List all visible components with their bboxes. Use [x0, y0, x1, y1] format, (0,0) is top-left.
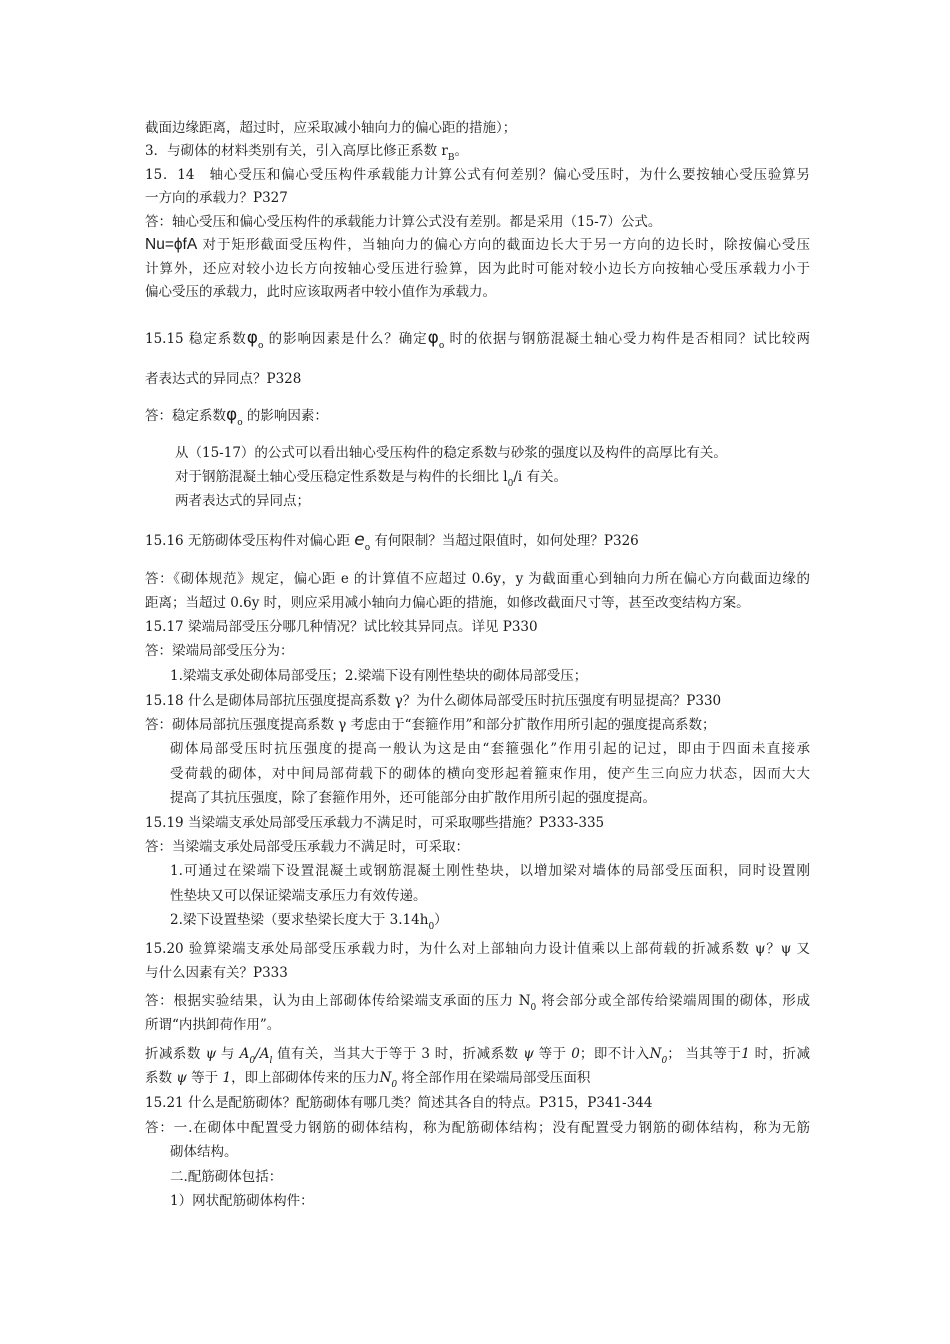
text-line: 砌体结构。 — [170, 1144, 238, 1160]
question-15-16: 15.16 无筋砌体受压构件对偏心距 $e_o$ 有何限制？当超过限值时，如何处理？P326 — [145, 530, 639, 553]
answer-line: 答：《砌体规范》规定，偏心距 e 的计算值不应超过 0.6y，y 为截面重心到轴向力所在偏心方向截面边缘的 — [145, 571, 810, 587]
question-15-21: 15.21 什么是配筋砌体？配筋砌体有哪几类？简述其各自的特点。P315，P341-344 — [145, 1095, 653, 1111]
text-line: 2.梁下设置垫梁（要求垫梁长度大于 $3.14h_0$） — [170, 912, 448, 932]
text-line: 对于钢筋混凝土轴心受压稳定性系数是与构件的长细比 $l_0/i$ 有关。 — [175, 469, 568, 489]
question-15-15: 15.15 稳定系数$\varphi_o$ 的影响因素是什么？确定$\varphi_o$ 时的依据与钢筋混凝土轴心受力构件是否相同？试比较两 — [145, 328, 810, 351]
text-line: 所谓“内拱卸荷作用”。 — [145, 1017, 281, 1033]
text-line: 1）网状配筋砌体构件： — [170, 1193, 314, 1209]
question-15-18: 15.18 什么是砌体局部抗压强度提高系数 γ？为什么砌体局部受压时抗压强度有明显提高？P330 — [145, 693, 722, 709]
question-15-14: 15．14 轴心受压和偏心受压构件承载能力计算公式有何差别？偏心受压时，为什么要按轴心受压验算另 — [145, 167, 810, 183]
phi-symbol: φ — [246, 328, 258, 348]
question-15-20: 15.20 验算梁端支承处局部受压承载力时，为什么对上部轴向力设计值乘以上部荷载的折减系数 ψ？ψ 又 — [145, 941, 810, 957]
text-line: 二.配筋砌体包括： — [170, 1169, 283, 1185]
text-line: 砌体局部受压时抗压强度的提高一般认为这是由“套箍强化”作用引起的记过，即由于四面未直接承 — [170, 741, 810, 757]
phi-symbol: φ — [427, 328, 439, 348]
answer-line: 答：梁端局部受压分为： — [145, 643, 294, 659]
text-line: 提高了其抗压强度，除了套箍作用外，还可能部分由扩散作用所引起的强度提高。 — [170, 790, 656, 806]
text-line: 截面边缘距离，超过时，应采取减小轴向力的偏心距的措施）； — [145, 120, 517, 136]
text-line: 折减系数 ψ 与 $A_0/A_l$ 值有关，当其大于等于 3 时，折减系数 ψ 等于 0；即不计入$N_0$； 当其等于1 时，折减 — [145, 1046, 810, 1066]
formula-nu: Nu=ϕfA — [145, 236, 198, 253]
text-line: 与什么因素有关？P333 — [145, 965, 288, 981]
answer-line: 答：轴心受压和偏心受压构件的承载能力计算公式没有差别。都是采用（15-7）公式。 — [145, 214, 662, 230]
answer-line: 答：稳定系数$\varphi_o$ 的影响因素： — [145, 405, 328, 428]
answer-line: 答：砌体局部抗压强度提高系数 γ 考虑由于“套箍作用”和部分扩散作用所引起的强度提高系数； — [145, 717, 716, 733]
e-symbol: e — [354, 530, 365, 550]
text-line: 性垫块又可以保证梁端支承压力有效传递。 — [170, 888, 427, 904]
phi-symbol: φ — [226, 405, 238, 425]
text-line: 1.可通过在梁端下设置混凝土或钢筋混凝土刚性垫块，以增加梁对墙体的局部受压面积，同时设置刚 — [170, 863, 810, 879]
text-line: 者表达式的异同点？P328 — [145, 371, 302, 387]
text-line: 一方向的承载力？P327 — [145, 190, 288, 206]
answer-line: 答：根据实验结果，认为由上部砌体传给梁端支承面的压力 $N_0$ 将会部分或全部传给梁端周围的砌体，形成 — [145, 993, 810, 1013]
text-line: 从（15-17）的公式可以看出轴心受压构件的稳定系数与砂浆的强度以及构件的高厚比有关。 — [175, 445, 727, 461]
text-line: 两者表达式的异同点； — [175, 493, 310, 509]
text-line: 距离；当超过 0.6y 时，则应采用减小轴向力偏心距的措施，如修改截面尺寸等，甚至改变结构方案。 — [145, 595, 750, 611]
text-line: 计算外，还应对较小边长方向按轴心受压进行验算，因为此时可能对较小边长方向按轴心受压承载力小于 — [145, 261, 810, 277]
text-line: 1.梁端支承处砌体局部受压；2.梁端下设有刚性垫块的砌体局部受压； — [170, 668, 588, 684]
text-line: 受荷载的砌体，对中间局部荷载下的砌体的横向变形起着箍束作用，使产生三向应力状态，因而大大 — [170, 766, 810, 782]
text-line: 3．与砌体的材料类别有关，引入高厚比修正系数 $r_B$。 — [145, 143, 468, 163]
question-15-19: 15.19 当梁端支承处局部受压承载力不满足时，可采取哪些措施？P333-335 — [145, 815, 605, 831]
question-15-17: 15.17 梁端局部受压分哪几种情况？试比较其异同点。详见 P330 — [145, 619, 538, 635]
text-line: 偏心受压的承载力，此时应该取两者中较小值作为承载力。 — [145, 284, 496, 300]
answer-line: 答：当梁端支承处局部受压承载力不满足时，可采取： — [145, 839, 469, 855]
text-line: 系数 ψ 等于 1，即上部砌体传来的压力$N_0$ 将全部作用在梁端局部受压面积 — [145, 1070, 591, 1090]
formula-line: Nu=ϕfA 对于矩形截面受压构件，当轴向力的偏心方向的截面边长大于另一方向的边长时，除按偏心受压 — [145, 236, 810, 253]
answer-line: 答：一.在砌体中配置受力钢筋的砌体结构，称为配筋砌体结构；没有配置受力钢筋的砌体结构，称为无筋 — [145, 1120, 810, 1136]
